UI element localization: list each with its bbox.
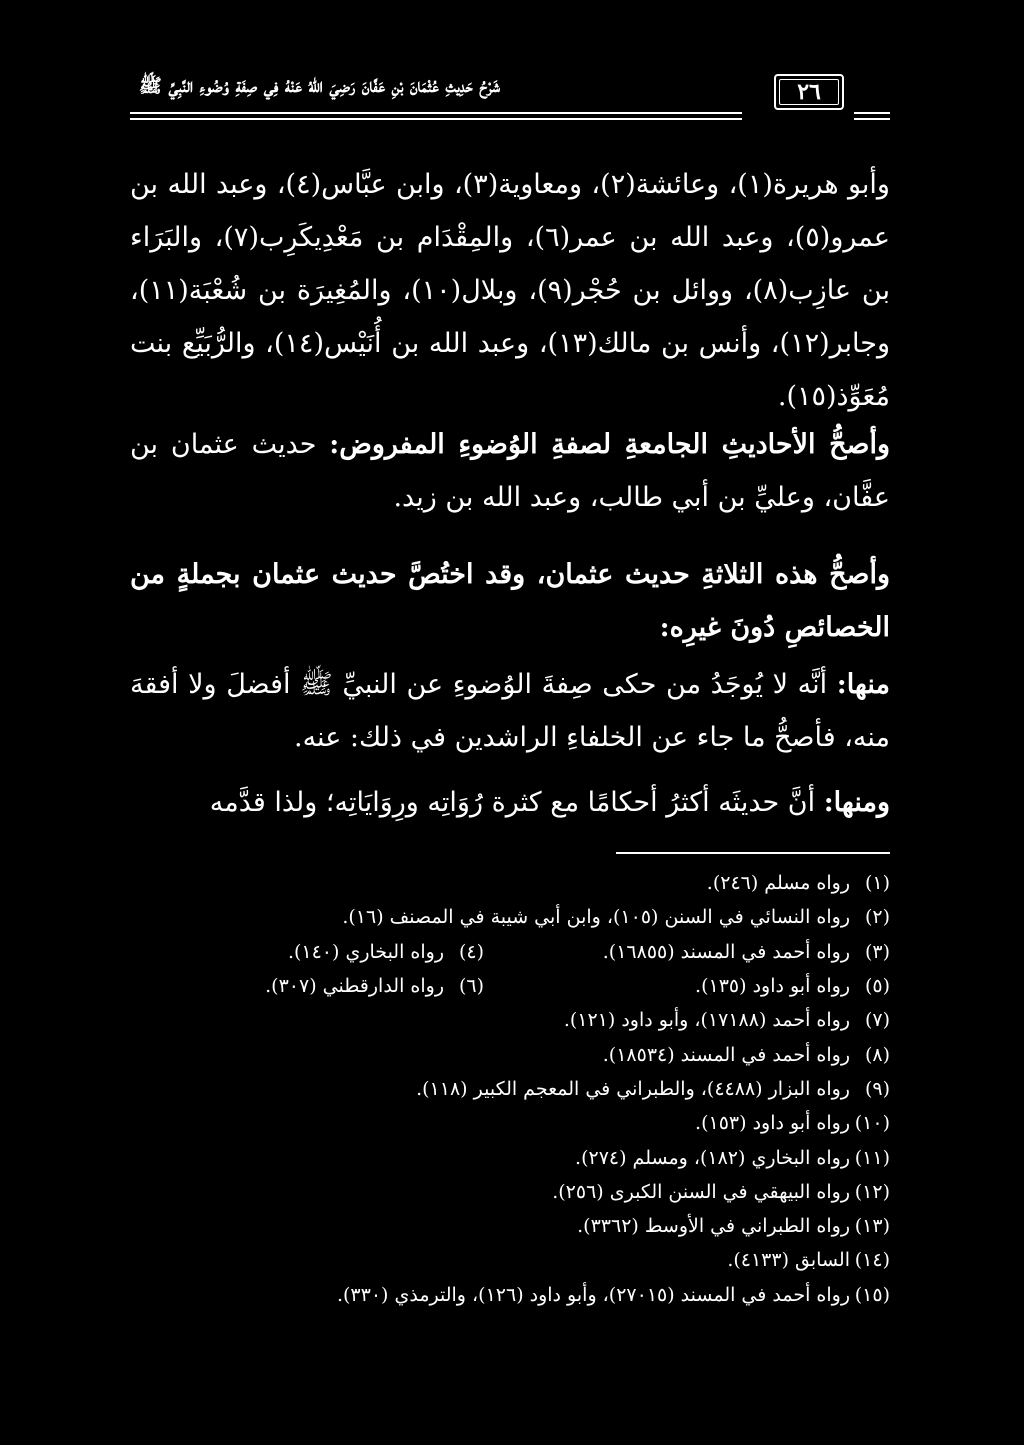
footnote (265, 975, 484, 997)
footnote-row (130, 969, 890, 1003)
paragraph-lead: منها: (836, 669, 890, 700)
footnote-text: رواه الدارقطني (٣٠٧). (265, 975, 444, 998)
paragraph-text: حديث عثمان بن عفَّان، وعليِّ بن أبي طالب، وعبد الله بن زيد. (130, 429, 890, 513)
footnote-text: رواه الطبراني في الأوسط (٣٣٦٢). (577, 1215, 850, 1238)
footnote (552, 1181, 890, 1203)
footnote (695, 1112, 890, 1134)
footnote (288, 941, 484, 963)
footnote-row (130, 1037, 890, 1071)
header-rule (854, 118, 890, 120)
footnote-number: (٧) (864, 1009, 890, 1032)
footnote-row (130, 1106, 890, 1140)
footnote-text: رواه البيهقي في السنن الكبرى (٢٥٦). (552, 1180, 850, 1203)
paragraph-feature-two (130, 776, 890, 829)
footnote (603, 1044, 890, 1066)
footnote-text: رواه أبو داود (١٥٣). (695, 1112, 850, 1135)
footnote-number: (٨) (864, 1043, 890, 1066)
footnote-text: رواه أحمد في المسند (١٦٨٥٥). (602, 940, 850, 963)
footnote-divider (616, 852, 890, 854)
footnote-row (130, 1003, 890, 1037)
paragraph-narrators (130, 158, 890, 423)
footnote-row (130, 1072, 890, 1106)
footnote-number: (١١) (854, 1146, 890, 1169)
footnote (342, 906, 890, 928)
paragraph-most-authentic (130, 418, 890, 524)
paragraph-text: أنَّ حديثَه أكثرُ أحكامًا مع كثرة رُوَاتِه ورِوَايَاتِه؛ ولذا قدَّمه (209, 787, 816, 818)
footnote-row (130, 1175, 890, 1209)
footnote-text: رواه أحمد (١٧١٨٨)، وأبو داود (١٢١). (563, 1009, 850, 1032)
footnote-row (130, 866, 890, 900)
paragraph-lead: ومنها: (823, 787, 890, 818)
footnote-number: (٩) (864, 1077, 890, 1100)
footnote-number: (٣) (864, 940, 890, 963)
paragraph-text: وأبو هريرة(١)، وعائشة(٢)، ومعاوية(٣)، وابن عبَّاس(٤)، وعبد الله بن عمرو(٥)، وعبد الله بن عمر(٦)، والمِقْدَام بن مَعْدِيكَرِب(٧)، والبَرَاء بن عازِب(٨)، ووائل بن حُجْر(٩)، وبلال(١٠)، والمُغِيرَة بن شُعْبَة(١١)، وجابر(١٢)، وأنس بن مالك(١٣)، وعبد الله بن أُنَيْس(١٤)، والرُّبَيِّع بنت مُعَوِّذ(١٥). (130, 169, 890, 412)
footnote (564, 1009, 890, 1031)
paragraph-text: أنَّه لا يُوجَدُ من حكى صِفةَ الوُضوءِ عن النبيِّ ﷺ أفضلَ ولا أفقهَ منه، فأصحُّ ما جاء عن الخلفاءِ الراشدين في ذلك: عنه. (130, 669, 890, 753)
paragraph-text: وأصحُّ هذه الثلاثةِ حديث عثمان، وقد اختُصَّ حديث عثمان بجملةٍ من الخصائصِ دُونَ غيرِه: (130, 559, 890, 643)
header-rule (854, 112, 890, 114)
footnote (727, 1249, 890, 1271)
footnote-number: (١٤) (854, 1249, 890, 1272)
footnote-text: رواه أحمد في المسند (٢٧٠١٥)، وأبو داود (١٢٦)، والترمذي (٣٣٠). (336, 1283, 850, 1306)
paragraph-feature-one (130, 658, 890, 764)
footnote-number: (١٢) (854, 1180, 890, 1203)
footnote-text: رواه البزار (٤٤٨٨)، والطبراني في المعجم الكبير (١١٨). (416, 1077, 850, 1100)
footnote-text: رواه أحمد في المسند (١٨٥٣٤). (602, 1043, 850, 1066)
footnote-number: (١٣) (854, 1215, 890, 1238)
footnote (484, 941, 890, 963)
footnote-text: رواه النسائي في السنن (١٠٥)، وابن أبي شيبة في المصنف (١٦). (342, 906, 850, 929)
footnote (575, 1147, 890, 1169)
footnote-number: (٥) (864, 975, 890, 998)
footnote-number: (١٥) (854, 1283, 890, 1306)
page-number-badge: ٢٦ (774, 74, 844, 110)
running-title: شَرْحُ حَدِيثِ عُثْمَانَ بْنِ عَفَّانَ رَضِيَ اللهُ عَنْهُ فِي صِفَةِ وُضُوءِ النَّبِيِّ ﷺ (138, 75, 500, 97)
paragraph-three-hadiths (130, 548, 890, 654)
footnote-number: (١) (864, 872, 890, 895)
footnote (416, 1078, 890, 1100)
footnote-text: رواه البخاري (١٤٠). (287, 940, 444, 963)
footnote-number: (١٠) (854, 1112, 890, 1135)
footnote-row (130, 935, 890, 969)
header-rule (130, 112, 742, 114)
footnote-row (130, 900, 890, 934)
footnote-row (130, 1243, 890, 1277)
footnote-row (130, 1209, 890, 1243)
footnote-number: (٢) (864, 906, 890, 929)
header-rule (130, 118, 742, 120)
footnote (484, 975, 890, 997)
footnote-number: (٤) (458, 940, 484, 963)
footnote-number: (٦) (458, 975, 484, 998)
footnote-text: السابق (٤١٣٣). (727, 1249, 850, 1272)
footnote-row (130, 1140, 890, 1174)
footnote (337, 1284, 890, 1306)
footnote (577, 1215, 890, 1237)
footnote-text: رواه أبو داود (١٣٥). (695, 975, 850, 998)
footnote-row (130, 1278, 890, 1312)
paragraph-lead: وأصحُّ الأحاديثِ الجامعةِ لصفةِ الوُضوءِ المفروض: (329, 429, 890, 460)
footnote (707, 872, 890, 894)
page-header (130, 70, 890, 130)
footnotes (130, 866, 890, 1312)
footnote-text: رواه البخاري (١٨٢)، ومسلم (٢٧٤). (575, 1146, 850, 1169)
footnote-text: رواه مسلم (٢٤٦). (706, 872, 850, 895)
